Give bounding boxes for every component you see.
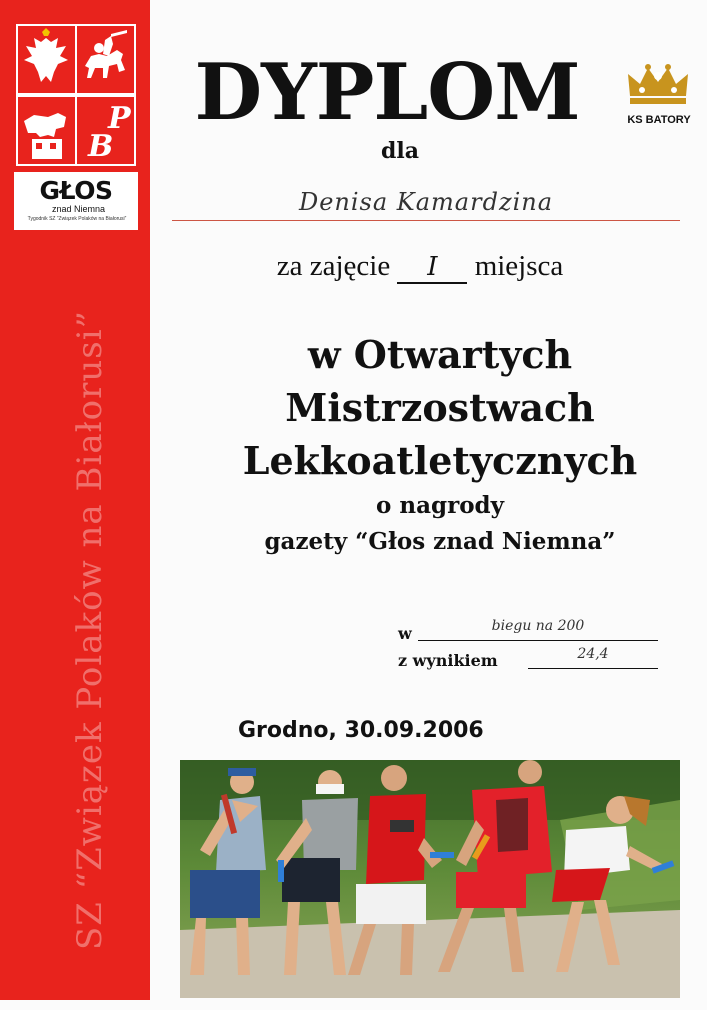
club-name: KS BATORY <box>627 114 691 126</box>
recipient-underline <box>172 220 680 221</box>
relay-runners-photo <box>180 760 680 998</box>
coat-of-arms <box>16 24 136 166</box>
event-line-1: w Otwartych <box>307 332 573 377</box>
emblem-letter-p: P <box>108 101 131 136</box>
emblem-letter-b: B <box>88 129 114 164</box>
recipient-name: Denisa Kamardzina <box>298 188 554 216</box>
place-and-date: Grodno, 30.09.2006 <box>238 718 484 743</box>
placement-line <box>200 250 640 284</box>
discipline-value: biegu na 200 <box>418 618 658 641</box>
bear-icon <box>18 97 75 164</box>
association-vertical-text: SZ “Związek Polaków na Białorusi” <box>70 310 110 950</box>
emblem-initials <box>80 98 134 164</box>
eagle-quarter <box>18 26 75 93</box>
crown-icon <box>626 62 690 106</box>
placement-value: I <box>397 252 467 284</box>
event-line-5: gazety “Głos znad Niemna” <box>264 528 616 555</box>
newspaper-title: GŁOS <box>39 176 113 205</box>
knight-icon <box>77 26 134 93</box>
for-label: dla <box>381 138 419 164</box>
newspaper-logo <box>14 172 138 230</box>
bear-quarter <box>18 97 75 164</box>
newspaper-subtitle: znad Niemna <box>52 204 106 214</box>
placement-suffix: miejsca <box>474 250 564 282</box>
event-line-4: o nagrody <box>376 492 504 519</box>
event-line-2: Mistrzostwach <box>285 385 595 430</box>
placement-prefix: za zajęcie <box>276 250 391 282</box>
event-line-3: Lekkoatletycznych <box>242 438 638 483</box>
score-label: z wynikiem <box>398 651 498 670</box>
discipline-label: w <box>398 624 412 643</box>
knight-quarter <box>77 26 134 93</box>
newspaper-tagline: Tygodnik SZ “Związek Polaków na Białorusi” <box>27 216 127 222</box>
score-value: 24,4 <box>528 646 658 669</box>
diploma-title: DYPLOM <box>194 47 580 138</box>
eagle-icon <box>18 26 75 93</box>
